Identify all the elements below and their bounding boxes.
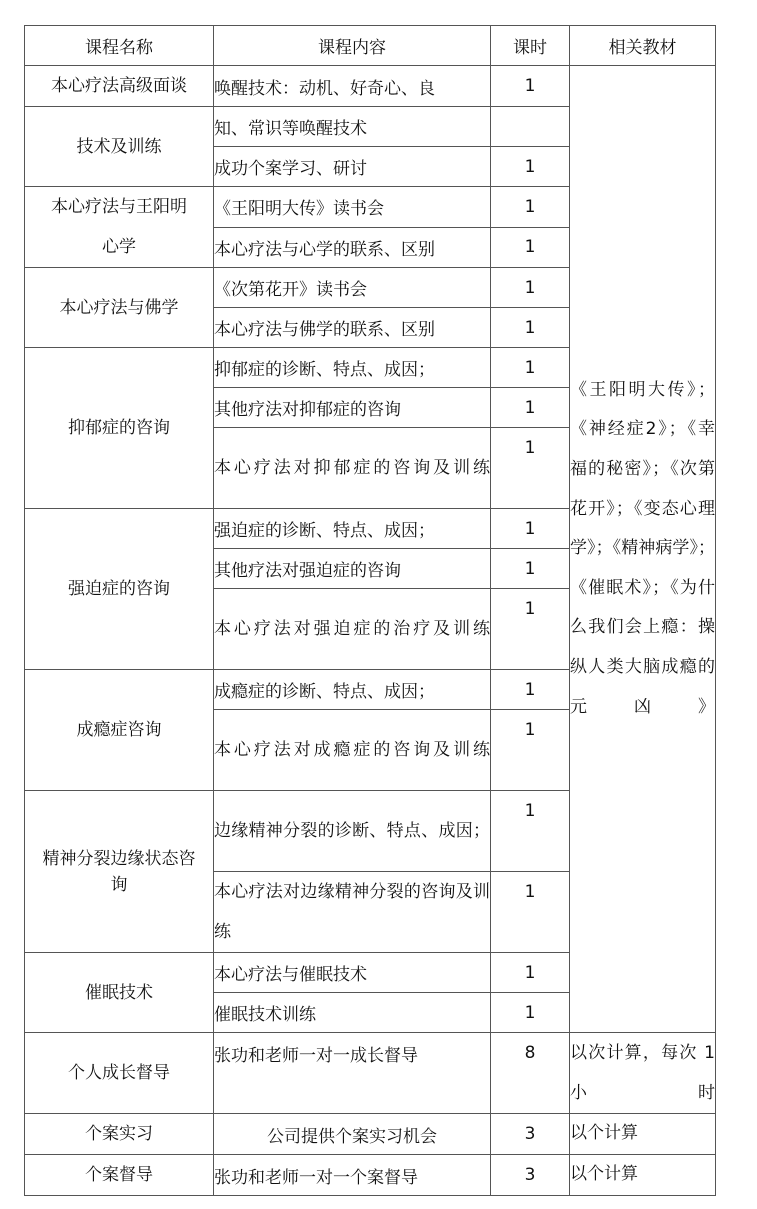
course-name-text: 精神分裂边缘状态咨询 [42,848,196,895]
course-content-cell [214,791,491,872]
course-content-cell: 公司提供个案实习机会 [214,1114,491,1155]
course-name-cell: 成瘾症咨询 [25,670,214,791]
textbooks-cell [570,66,716,1033]
hours-cell: 1 [491,187,570,228]
course-content-cell: 张功和老师一对一个案督导 [214,1155,491,1196]
course-content-cell: 《次第花开》读书会 [214,268,491,308]
header-course-content: 课程内容 [214,26,491,66]
course-name-cell: 本心疗法高级面谈 [25,66,214,107]
hours-cell: 1 [491,670,570,710]
hours-cell: 1 [491,348,570,388]
course-content-cell [214,589,491,670]
course-content-cell [214,872,491,953]
course-name-cell: 个案督导 [25,1155,214,1196]
hours-cell: 1 [491,428,570,509]
textbooks-list: 《王阳明大传》；《神经症2》；《幸福的秘密》；《次第花开》；《变态心理学》；《精神病学》；《催眠术》；《为什么我们会上瘾：操纵人类大脑成瘾的元凶》 [570,379,715,717]
hours-cell: 1 [491,227,570,268]
hours-cell: 1 [491,993,570,1033]
course-name-cell: 抑郁症的咨询 [25,348,214,509]
hours-cell: 1 [491,589,570,670]
table-row [25,1114,716,1155]
table-row [25,1155,716,1196]
course-content-cell: 成功个案学习、研讨 [214,147,491,187]
course-content-cell: 成瘾症的诊断、特点、成因； [214,670,491,710]
course-content-cell: 本心疗法与心学的联系、区别 [214,227,491,268]
course-content-text: 本心疗法对边缘精神分裂的咨询及训练 [214,882,490,942]
hours-cell: 3 [491,1114,570,1155]
header-hours: 课时 [491,26,570,66]
hours-cell: 1 [491,872,570,953]
hours-cell: 1 [491,147,570,187]
hours-cell: 1 [491,710,570,791]
course-name-cell: 个人成长督导 [25,1033,214,1114]
table-row [25,66,716,107]
hours-cell: 1 [491,268,570,308]
hours-cell: 1 [491,388,570,428]
course-content-cell: 本心疗法与催眠技术 [214,953,491,993]
course-content-cell: 抑郁症的诊断、特点、成因； [214,348,491,388]
table-header-row [25,26,716,66]
course-content-text: 本心疗法对成瘾症的咨询及训练 [214,740,490,760]
course-content-cell: 本心疗法与佛学的联系、区别 [214,308,491,348]
table-row [25,1033,716,1114]
hours-cell: 1 [491,549,570,589]
course-content-cell: 张功和老师一对一成长督导 [214,1033,491,1114]
hours-cell: 8 [491,1033,570,1114]
textbooks-text: 以次计算，每次 1 小时 [570,1043,715,1103]
course-content-cell: 催眠技术训练 [214,993,491,1033]
course-name-cell: 催眠技术 [25,953,214,1033]
textbooks-cell: 以个计算 [570,1155,716,1196]
course-content-cell: 强迫症的诊断、特点、成因； [214,509,491,549]
hours-cell: 1 [491,791,570,872]
course-name-cell [25,187,214,268]
hours-cell [491,107,570,147]
textbooks-cell [570,1033,716,1114]
course-name-cell: 技术及训练 [25,107,214,187]
course-content-text: 本心疗法对抑郁症的咨询及训练 [214,458,490,478]
course-name-cell: 个案实习 [25,1114,214,1155]
course-table [24,25,716,1196]
hours-cell: 1 [491,308,570,348]
textbooks-cell: 以个计算 [570,1114,716,1155]
hours-cell: 1 [491,66,570,107]
course-content-cell: 其他疗法对抑郁症的咨询 [214,388,491,428]
hours-cell: 3 [491,1155,570,1196]
course-content-text: 本心疗法对强迫症的治疗及训练 [214,619,490,639]
header-course-name: 课程名称 [25,26,214,66]
course-name-cell: 强迫症的咨询 [25,509,214,670]
course-content-cell: 其他疗法对强迫症的咨询 [214,549,491,589]
hours-cell: 1 [491,509,570,549]
course-name-cell [25,791,214,953]
header-textbooks: 相关教材 [570,26,716,66]
course-content-cell [214,710,491,791]
course-content-cell [214,428,491,509]
course-name-cell: 本心疗法与佛学 [25,268,214,348]
course-content-cell: 唤醒技术：动机、好奇心、良 [214,66,491,107]
course-content-cell: 知、常识等唤醒技术 [214,107,491,147]
course-name-text: 本心疗法与王阳明心学 [51,197,187,257]
course-content-text: 边缘精神分裂的诊断、特点、成因； [214,821,490,841]
course-content-cell: 《王阳明大传》读书会 [214,187,491,228]
hours-cell: 1 [491,953,570,993]
